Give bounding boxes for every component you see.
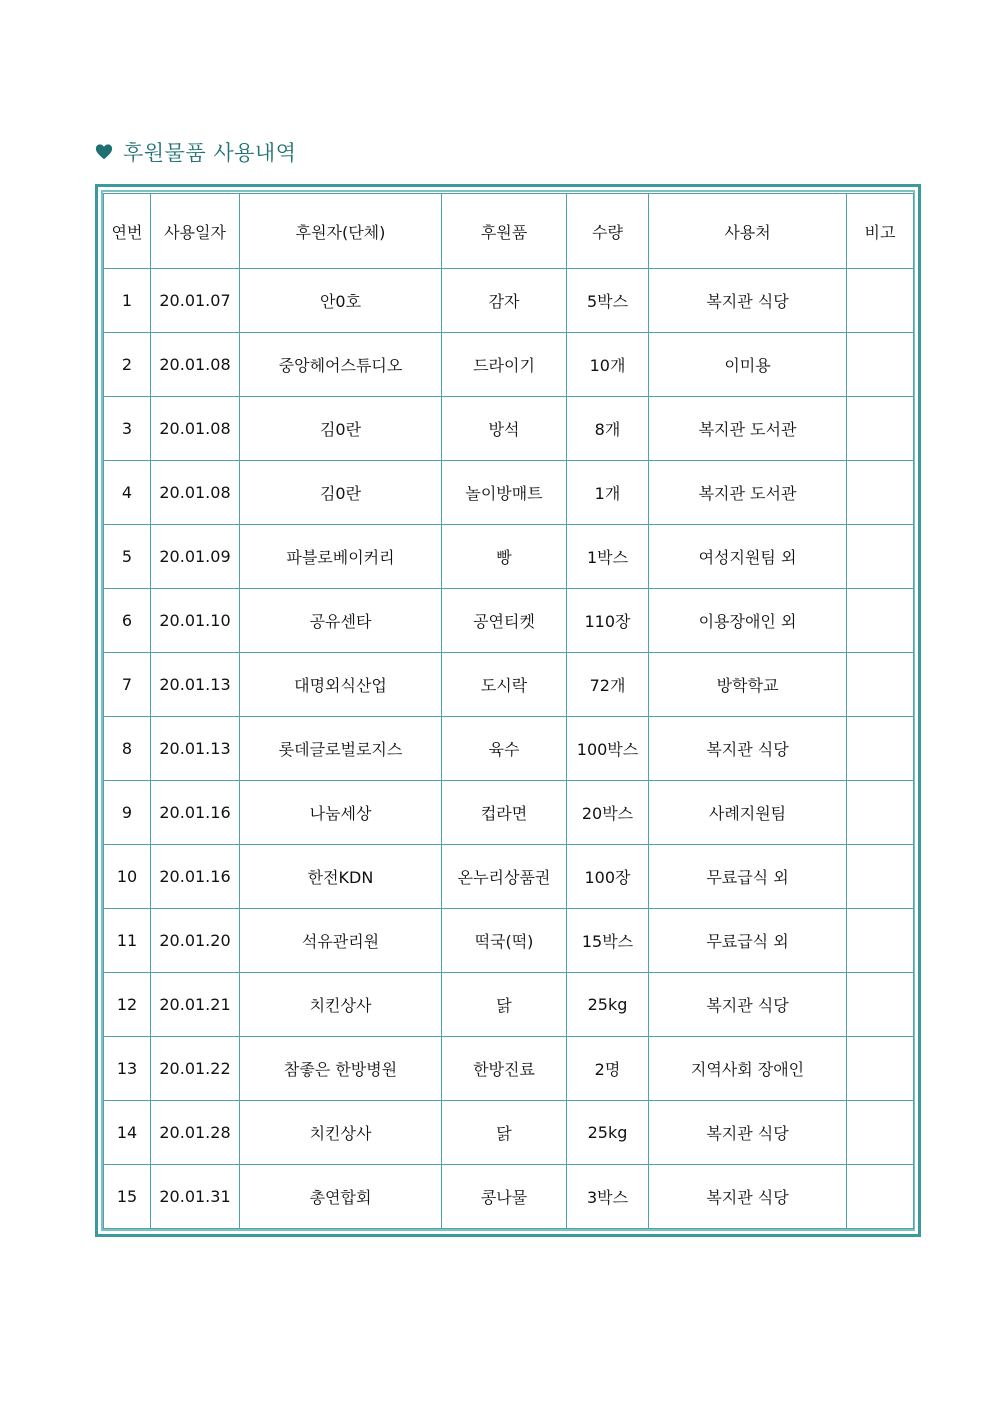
cell-date: 20.01.16	[151, 781, 240, 845]
table-body	[104, 269, 914, 1229]
cell-date: 20.01.13	[151, 717, 240, 781]
cell-date: 20.01.08	[151, 461, 240, 525]
cell-remarks	[847, 333, 914, 397]
cell-donor: 석유관리원	[240, 909, 442, 973]
cell-donor: 김0란	[240, 461, 442, 525]
heart-icon	[95, 143, 113, 161]
table-row	[104, 461, 914, 525]
page-title: 후원물품 사용내역	[123, 141, 297, 165]
cell-donor: 총연합회	[240, 1165, 442, 1229]
col-remarks-header: 비고	[847, 194, 914, 269]
cell-item: 공연티켓	[442, 589, 567, 653]
cell-remarks	[847, 1165, 914, 1229]
cell-usage-place: 무료급식 외	[649, 909, 847, 973]
cell-item: 온누리상품권	[442, 845, 567, 909]
col-index-header: 연번	[104, 194, 151, 269]
cell-quantity: 25kg	[567, 1101, 649, 1165]
cell-remarks	[847, 653, 914, 717]
cell-usage-place: 복지관 식당	[649, 1101, 847, 1165]
cell-quantity: 8개	[567, 397, 649, 461]
cell-date: 20.01.08	[151, 333, 240, 397]
cell-donor: 참좋은 한방병원	[240, 1037, 442, 1101]
cell-item: 도시락	[442, 653, 567, 717]
cell-usage-place: 사례지원팀	[649, 781, 847, 845]
col-quantity-header: 수량	[567, 194, 649, 269]
cell-usage-place: 방학학교	[649, 653, 847, 717]
cell-index: 12	[104, 973, 151, 1037]
cell-item: 한방진료	[442, 1037, 567, 1101]
cell-donor: 안0호	[240, 269, 442, 333]
cell-remarks	[847, 397, 914, 461]
cell-remarks	[847, 1037, 914, 1101]
cell-index: 9	[104, 781, 151, 845]
cell-index: 4	[104, 461, 151, 525]
table-row	[104, 589, 914, 653]
table-row	[104, 909, 914, 973]
cell-index: 7	[104, 653, 151, 717]
cell-index: 11	[104, 909, 151, 973]
cell-quantity: 1박스	[567, 525, 649, 589]
cell-donor: 나눔세상	[240, 781, 442, 845]
cell-remarks	[847, 589, 914, 653]
col-date-header: 사용일자	[151, 194, 240, 269]
cell-donor: 한전KDN	[240, 845, 442, 909]
cell-remarks	[847, 845, 914, 909]
cell-date: 20.01.07	[151, 269, 240, 333]
cell-index: 3	[104, 397, 151, 461]
cell-index: 10	[104, 845, 151, 909]
cell-date: 20.01.28	[151, 1101, 240, 1165]
table-row	[104, 781, 914, 845]
cell-remarks	[847, 525, 914, 589]
cell-donor: 치킨상사	[240, 1101, 442, 1165]
cell-date: 20.01.16	[151, 845, 240, 909]
cell-quantity: 100박스	[567, 717, 649, 781]
table-row	[104, 1165, 914, 1229]
cell-donor: 치킨상사	[240, 973, 442, 1037]
cell-index: 15	[104, 1165, 151, 1229]
cell-index: 8	[104, 717, 151, 781]
cell-quantity: 110장	[567, 589, 649, 653]
cell-remarks	[847, 461, 914, 525]
cell-item: 닭	[442, 1101, 567, 1165]
cell-remarks	[847, 717, 914, 781]
cell-item: 놀이방매트	[442, 461, 567, 525]
cell-usage-place: 복지관 도서관	[649, 397, 847, 461]
table-row	[104, 269, 914, 333]
table-row	[104, 1037, 914, 1101]
cell-quantity: 2명	[567, 1037, 649, 1101]
table-row	[104, 397, 914, 461]
cell-remarks	[847, 781, 914, 845]
cell-item: 드라이기	[442, 333, 567, 397]
cell-usage-place: 이용장애인 외	[649, 589, 847, 653]
cell-index: 2	[104, 333, 151, 397]
table-row	[104, 333, 914, 397]
cell-quantity: 1개	[567, 461, 649, 525]
cell-date: 20.01.21	[151, 973, 240, 1037]
cell-item: 빵	[442, 525, 567, 589]
cell-donor: 롯데글로벌로지스	[240, 717, 442, 781]
cell-usage-place: 복지관 식당	[649, 269, 847, 333]
col-usage-place-header: 사용처	[649, 194, 847, 269]
cell-quantity: 15박스	[567, 909, 649, 973]
cell-index: 6	[104, 589, 151, 653]
table-row	[104, 525, 914, 589]
cell-date: 20.01.22	[151, 1037, 240, 1101]
cell-quantity: 5박스	[567, 269, 649, 333]
cell-usage-place: 복지관 식당	[649, 1165, 847, 1229]
cell-quantity: 100장	[567, 845, 649, 909]
cell-donor: 파블로베이커리	[240, 525, 442, 589]
cell-date: 20.01.13	[151, 653, 240, 717]
cell-donor: 김0란	[240, 397, 442, 461]
cell-date: 20.01.08	[151, 397, 240, 461]
cell-remarks	[847, 973, 914, 1037]
cell-index: 13	[104, 1037, 151, 1101]
cell-item: 방석	[442, 397, 567, 461]
cell-date: 20.01.09	[151, 525, 240, 589]
cell-usage-place: 여성지원팀 외	[649, 525, 847, 589]
cell-quantity: 3박스	[567, 1165, 649, 1229]
cell-item: 컵라면	[442, 781, 567, 845]
cell-usage-place: 복지관 식당	[649, 717, 847, 781]
section-title	[95, 136, 296, 168]
donation-usage-table	[103, 193, 914, 1229]
cell-remarks	[847, 269, 914, 333]
cell-quantity: 20박스	[567, 781, 649, 845]
cell-usage-place: 복지관 식당	[649, 973, 847, 1037]
col-donor-header: 후원자(단체)	[240, 194, 442, 269]
cell-index: 1	[104, 269, 151, 333]
cell-remarks	[847, 1101, 914, 1165]
cell-quantity: 72개	[567, 653, 649, 717]
table-row	[104, 845, 914, 909]
cell-donor: 중앙헤어스튜디오	[240, 333, 442, 397]
table-row	[104, 653, 914, 717]
cell-index: 5	[104, 525, 151, 589]
cell-remarks	[847, 909, 914, 973]
cell-item: 육수	[442, 717, 567, 781]
cell-item: 감자	[442, 269, 567, 333]
table-row	[104, 717, 914, 781]
cell-item: 콩나물	[442, 1165, 567, 1229]
table-row	[104, 973, 914, 1037]
cell-date: 20.01.20	[151, 909, 240, 973]
table-row	[104, 1101, 914, 1165]
cell-usage-place: 지역사회 장애인	[649, 1037, 847, 1101]
table-header-row	[104, 194, 914, 269]
cell-usage-place: 이미용	[649, 333, 847, 397]
cell-item: 떡국(떡)	[442, 909, 567, 973]
col-item-header: 후원품	[442, 194, 567, 269]
cell-quantity: 25kg	[567, 973, 649, 1037]
cell-item: 닭	[442, 973, 567, 1037]
cell-donor: 공유센타	[240, 589, 442, 653]
cell-usage-place: 복지관 도서관	[649, 461, 847, 525]
cell-date: 20.01.31	[151, 1165, 240, 1229]
cell-usage-place: 무료급식 외	[649, 845, 847, 909]
cell-date: 20.01.10	[151, 589, 240, 653]
cell-index: 14	[104, 1101, 151, 1165]
cell-donor: 대명외식산업	[240, 653, 442, 717]
cell-quantity: 10개	[567, 333, 649, 397]
